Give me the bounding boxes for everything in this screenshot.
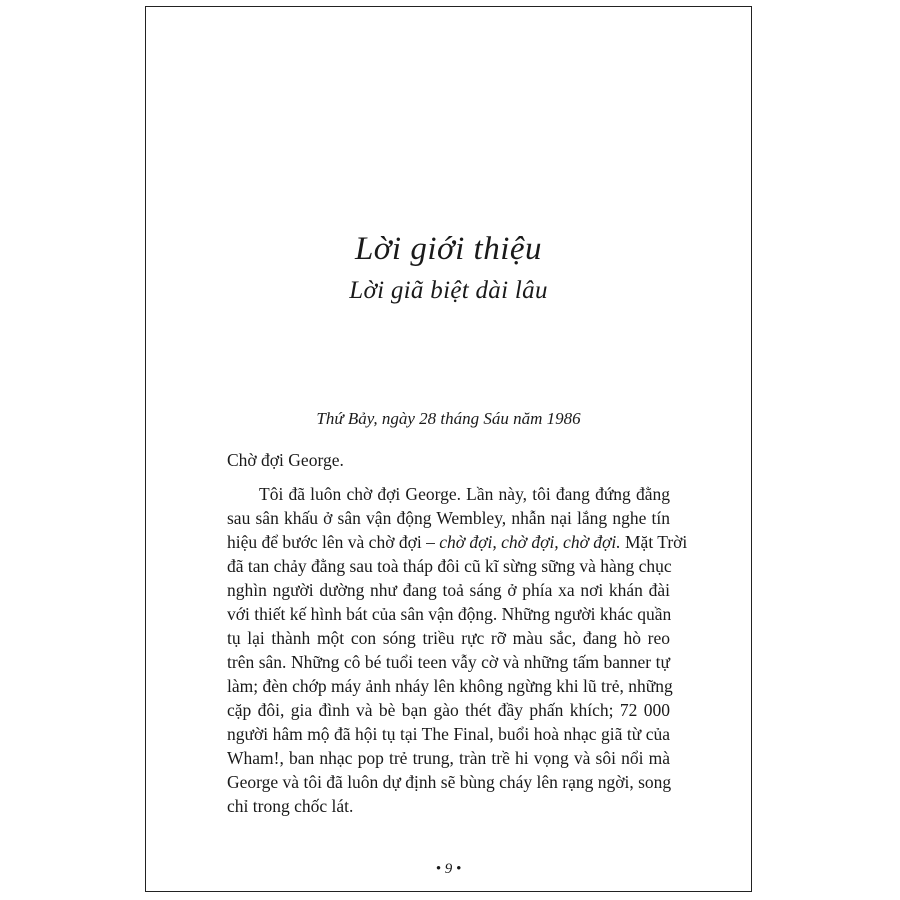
paragraph-line: nghìn người dường như đang toả sáng ở phía xa nơi khán đài bbox=[227, 580, 670, 600]
paragraph-line-italic: chờ đợi, chờ đợi, chờ đợi. bbox=[439, 532, 621, 552]
opening-line: Chờ đợi George. bbox=[227, 450, 344, 470]
paragraph-line: cặp đôi, gia đình và bè bạn gào thét đầy phấn khích; 72 000 bbox=[227, 700, 670, 720]
paragraph-line: đã tan chảy đằng sau toà tháp đôi cũ kĩ sừng sững và hàng chục bbox=[227, 556, 672, 576]
paragraph-line: Wham!, ban nhạc pop trẻ trung, tràn trề hi vọng và sôi nổi mà bbox=[227, 748, 670, 768]
paragraph-line: trên sân. Những cô bé tuổi teen vẫy cờ và những tấm banner tự bbox=[227, 652, 670, 672]
body-paragraph bbox=[227, 482, 688, 818]
paragraph-line: làm; đèn chớp máy ảnh nháy lên không ngừng khi lũ trẻ, những bbox=[227, 676, 673, 696]
paragraph-line bbox=[227, 530, 688, 554]
book-page bbox=[145, 6, 752, 892]
paragraph-line: chỉ trong chốc lát. bbox=[227, 796, 354, 816]
paragraph-line: tụ lại thành một con sóng triều rực rỡ màu sắc, đang hò reo bbox=[227, 628, 670, 648]
dateline: Thứ Bảy, ngày 28 tháng Sáu năm 1986 bbox=[316, 409, 581, 428]
chapter-title: Lời giới thiệu bbox=[354, 231, 543, 267]
paragraph-line: George và tôi đã luôn dự định sẽ bùng cháy lên rạng ngời, song bbox=[227, 772, 672, 792]
chapter-subtitle: Lời giã biệt dài lâu bbox=[349, 277, 548, 304]
page-number: • 9 • bbox=[435, 861, 462, 877]
paragraph-line: sau sân khấu ở sân vận động Wembley, nhẫn nại lắng nghe tín bbox=[227, 508, 670, 528]
paragraph-line: Tôi đã luôn chờ đợi George. Lần này, tôi đang đứng đằng bbox=[259, 484, 670, 504]
paragraph-line: người hâm mộ đã hội tụ tại The Final, buổi hoà nhạc giã từ của bbox=[227, 724, 670, 744]
paragraph-line-text: Mặt Trời bbox=[620, 532, 688, 552]
paragraph-line: với thiết kế hình bát của sân vận động. Những người khác quần bbox=[227, 604, 672, 624]
paragraph-line-text: hiệu để bước lên và chờ đợi – bbox=[227, 532, 440, 552]
